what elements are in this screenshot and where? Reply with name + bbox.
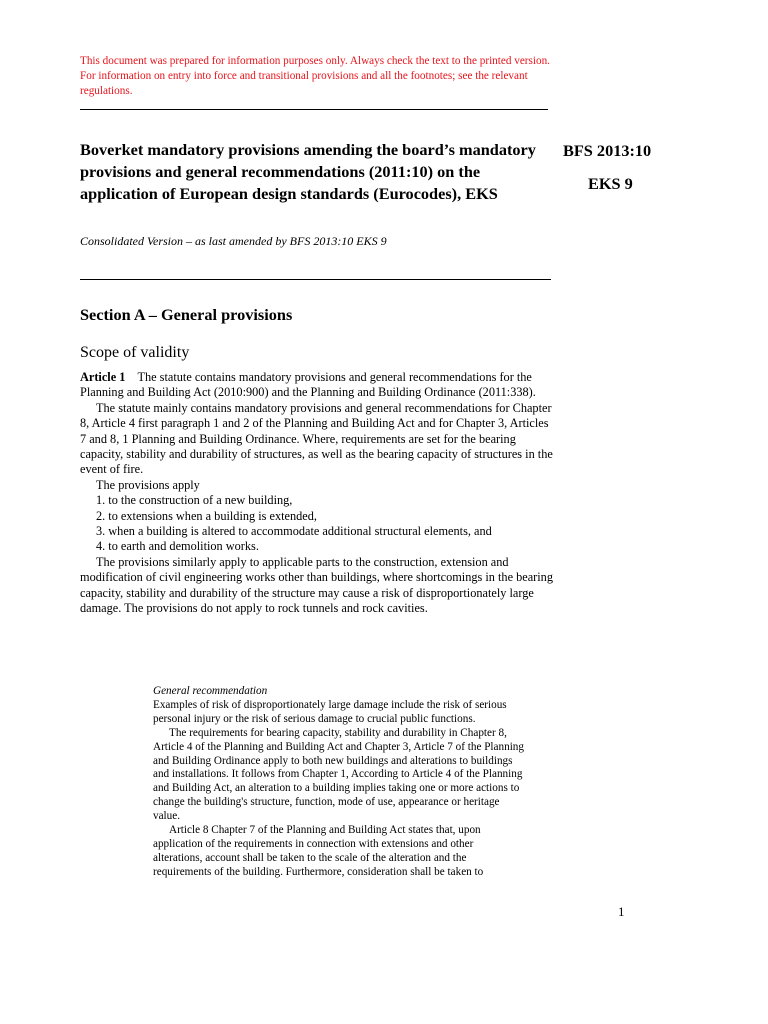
page-number: 1 (618, 904, 625, 919)
article-1-paragraph-3: The provisions apply (96, 477, 200, 492)
bfs-number: BFS 2013:10 (563, 141, 652, 160)
article-text: The statute contains mandatory provisions and general recommendations for the Planning and Building Act (2010:900) and the Planning and Building Ordinance (2011:338). (80, 370, 536, 400)
scope-subheading: Scope of validity (80, 344, 190, 361)
top-divider (80, 109, 548, 110)
article-1-paragraph-4: The provisions similarly apply to applicable parts to the construction, extension and modification of civil engineering works other than buildings, where shortcomings in the bearing capacity, stability and durability of the structure may cause a risk of disproportionately large damage. The provisions do not apply to rock tunnels and rock cavities. (80, 554, 553, 616)
eks-number: EKS 9 (588, 174, 633, 193)
general-recommendation-block (153, 685, 525, 880)
list-item: 4. to earth and demolition works. (96, 539, 259, 554)
document-title: Boverket mandatory provisions amending the board’s mandatory provisions and general recommendations (2011:10) on the application of European design standards (Eurocodes), EKS (80, 140, 536, 203)
list-item: 2. to extensions when a building is extended, (96, 508, 317, 523)
disclaimer-notice: This document was prepared for information purposes only. Always check the text to the printed version. For information on entry into force and transitional provisions and all the footnotes; see the relevant regulations. (80, 55, 550, 97)
header-divider (80, 279, 551, 280)
article-1-paragraph-1 (80, 370, 555, 401)
recommendation-paragraph-3: Article 8 Chapter 7 of the Planning and Building Act states that, upon application of the requirements in connection with extensions and other alterations, account shall be taken to the scale of the alteration and the requirements of the building. Furthermore, consideration shall be taken to (153, 824, 484, 878)
consolidated-version-note: Consolidated Version – as last amended by BFS 2013:10 EKS 9 (80, 234, 387, 248)
article-label: Article 1 (80, 370, 126, 384)
recommendation-paragraph-2: The requirements for bearing capacity, stability and durability in Chapter 8, Article 4 of the Planning and Building Act and Chapter 3, Article 7 of the Planning and Building Ordinance apply to both new buildings and alterations to buildings and installations. It follows from Chapter 1, According to Article 4 of the Planning and Building Act, an alteration to a building implies taking one or more actions to change the building's structure, function, mode of use, appearance or heritage value. (153, 726, 524, 823)
list-item: 1. to the construction of a new building, (96, 493, 293, 508)
recommendation-paragraph-1: Examples of risk of disproportionately large damage include the risk of serious personal injury or the risk of serious damage to crucial public functions. (153, 698, 507, 725)
recommendation-title: General recommendation (153, 685, 268, 697)
article-1-paragraph-2: The statute mainly contains mandatory provisions and general recommendations for Chapter 8, Article 4 first paragraph 1 and 2 of the Planning and Building Act and for Chapter 3, Articles 7 and 8, 1 Planning and Building Ordinance. Where, requirements are set for the bearing capacity, stability and durability of structures, as well as the bearing capacity of structures in the event of fire. (80, 400, 553, 477)
section-heading: Section A – General provisions (80, 305, 293, 324)
list-item: 3. when a building is altered to accommodate additional structural elements, and (96, 524, 492, 539)
article-1-body (80, 370, 555, 617)
